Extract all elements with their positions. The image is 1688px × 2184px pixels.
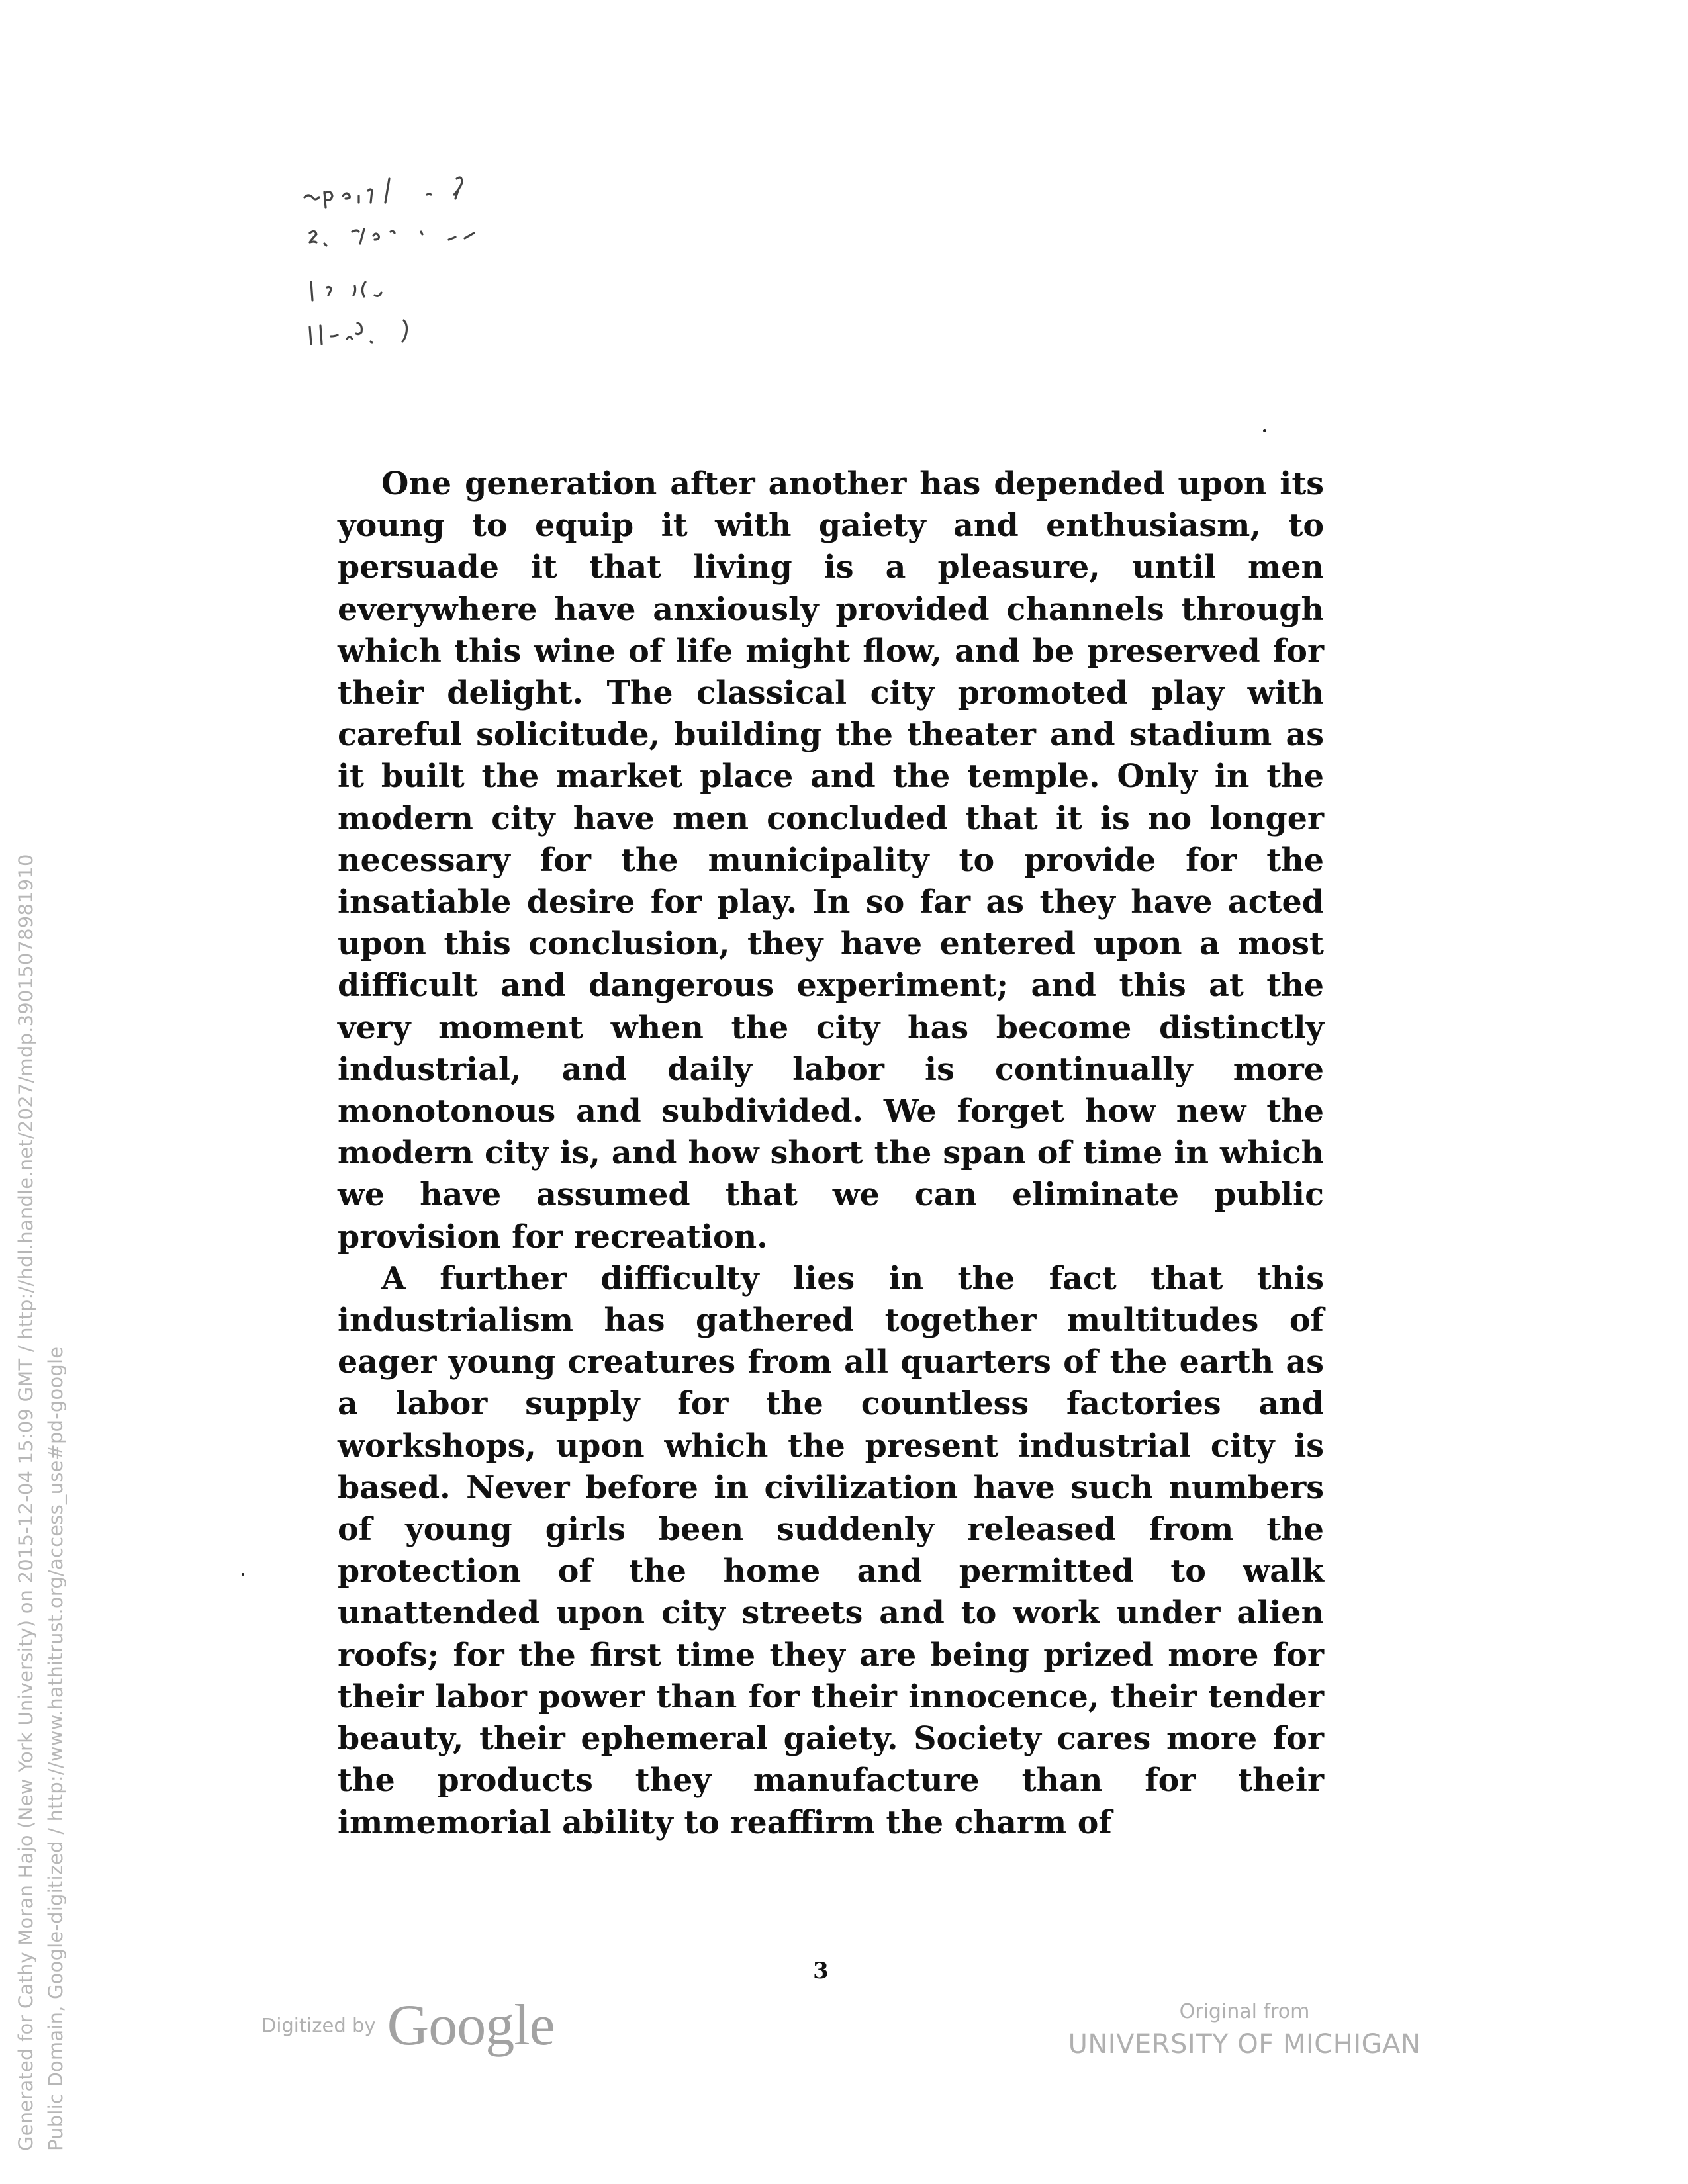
original-from-label: Original from [1179, 2000, 1310, 2023]
digitized-by-label: Digitized by [261, 2014, 376, 2037]
institution-name: UNIVERSITY OF MICHIGAN [1068, 2029, 1421, 2060]
original-source [1033, 1999, 1456, 2064]
side-watermark [0, 0, 132, 2184]
paragraph: One generation after another has depended upon its young to equip it with gaiety and enthusiasm, to persuade it that living is a pleasure, until men everywhere have anxiously provided channels through which this wine of life might flow, and be preserved for their delight. The classical city promoted play with careful solicitude, building the theater and stadium as it built the market place and the temple. Only in the modern city have men concluded that it is no longer necessary for the municipality to provide for the insatiable desire for play. In so far as they have acted upon this conclusion, they have entered upon a most difficult and dangerous experiment; and this at the very moment when the city has become distinctly industrial, and daily labor is continually more monotonous and subdivided. We forget how new the modern city is, and how short the span of time in which we have assumed that we can eliminate public provision for recreation. [338, 465, 1324, 1255]
watermark-public-domain-line: Public Domain, Google-digitized / http://www.hathitrust.org/access_use#pd-google [44, 1346, 67, 2151]
page-number: 3 [813, 1958, 829, 1984]
handwritten-pencil-notes [291, 165, 609, 384]
scan-speck [1263, 429, 1266, 432]
paragraph: A further difficulty lies in the fact that this industrialism has gathered together multitudes of eager young creatures from all quarters of the earth as a labor supply for the countless factories and workshops, upon which the present industrial city is based. Never before in civilization have such numbers of young girls been suddenly released from the protection of the home and permitted to walk unattended upon city streets and to work under alien roofs; for the first time they are being prized more for their labor power than for their innocence, their tender beauty, their ephemeral gaiety. Society cares more for the products they manufacture than for their immemorial ability to reaffirm the charm of [338, 1259, 1324, 1841]
google-logo-wordmark: Google [387, 1993, 555, 2058]
watermark-generated-line: Generated for Cathy Moran Hajo (New York University) on 2015-12-04 15:09 GMT / http://hdl.handle.net/2027/mdp.39015078981910 [15, 854, 37, 2151]
page-body-text [338, 463, 1324, 1844]
digitized-by-google [261, 1992, 555, 2058]
scan-speck [242, 1573, 244, 1576]
